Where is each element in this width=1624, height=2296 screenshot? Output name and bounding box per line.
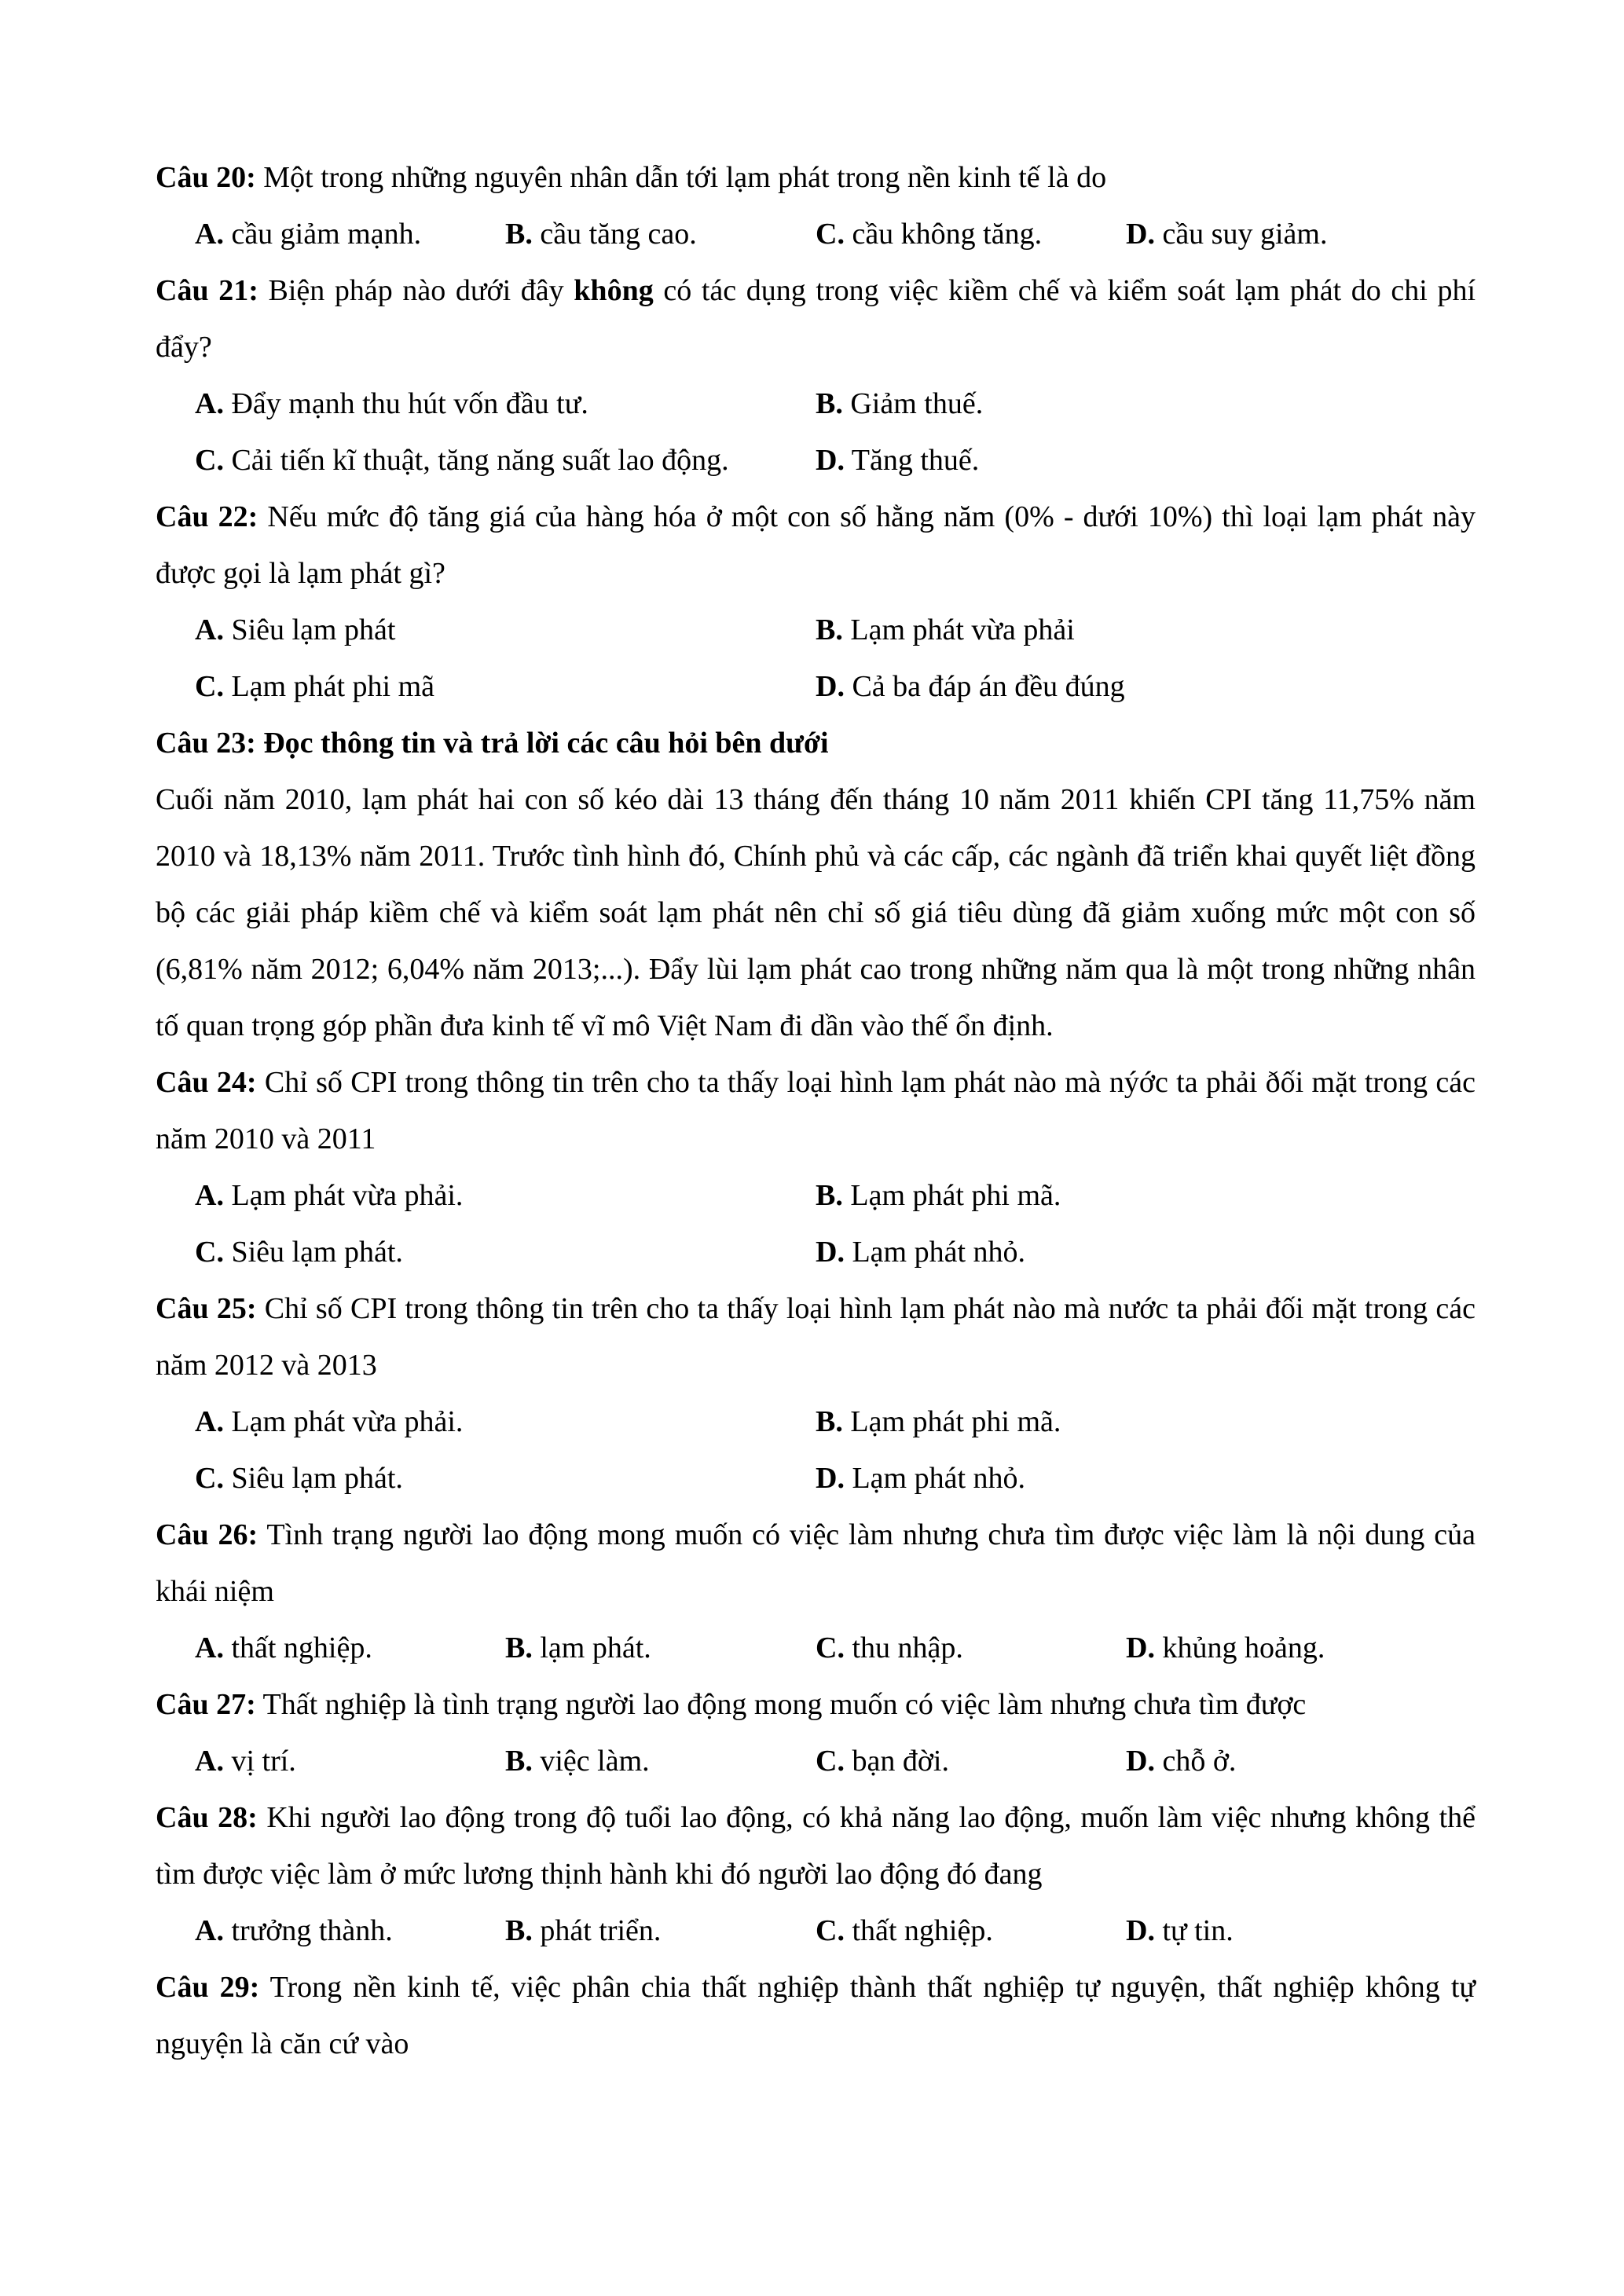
options-25-row1 <box>156 1393 1476 1450</box>
negation-word: không <box>574 274 654 307</box>
question-20 <box>156 149 1476 206</box>
options-20 <box>156 206 1476 262</box>
option-d: D. chỗ ở. <box>1126 1745 1237 1778</box>
question-label: Câu 26: <box>156 1518 258 1551</box>
option-a: A. vị trí. <box>195 1745 296 1778</box>
option-b: B. cầu tăng cao. <box>505 218 697 251</box>
options-26 <box>156 1620 1476 1676</box>
question-26 <box>156 1507 1476 1620</box>
option-b: B. phát triển. <box>505 1914 662 1947</box>
option-d: D. tự tin. <box>1126 1914 1234 1947</box>
option-c: C. Cải tiến kĩ thuật, tăng năng suất lao động. <box>195 444 729 477</box>
document-page <box>156 149 1476 2072</box>
question-text: Tình trạng người lao động mong muốn có việc làm nhưng chưa tìm được việc làm là nội dung của khái niệm <box>156 1518 1476 1608</box>
option-d: D. khủng hoảng. <box>1126 1631 1325 1664</box>
question-27 <box>156 1676 1476 1733</box>
options-24-row1 <box>156 1167 1476 1224</box>
options-25-row2 <box>156 1450 1476 1507</box>
options-22-row2 <box>156 658 1476 715</box>
question-text: Một trong những nguyên nhân dẫn tới lạm phát trong nền kinh tế là do <box>255 161 1107 194</box>
option-c: C. Lạm phát phi mã <box>195 670 434 703</box>
question-label: Câu 27: <box>156 1688 256 1721</box>
option-b: B. việc làm. <box>505 1745 650 1778</box>
question-label: Câu 29: <box>156 1971 260 2004</box>
question-22 <box>156 489 1476 602</box>
option-c: C. thu nhập. <box>816 1631 963 1664</box>
options-21-row1 <box>156 375 1476 432</box>
question-text: Chỉ số CPI trong thông tin trên cho ta thấy loại hình lạm phát nào mà nýớc ta phải ðối mặt trong các năm 2010 và 2011 <box>156 1066 1476 1155</box>
option-a: A. thất nghiệp. <box>195 1631 372 1664</box>
option-a: A. Siêu lạm phát <box>195 613 396 646</box>
question-text: Nếu mức độ tăng giá của hàng hóa ở một con số hằng năm (0% - dưới 10%) thì loại lạm phát này được gọi là lạm phát gì? <box>156 500 1476 590</box>
option-a: A. trưởng thành. <box>195 1914 393 1947</box>
option-b: B. lạm phát. <box>505 1631 651 1664</box>
option-a: A. Lạm phát vừa phải. <box>195 1405 464 1438</box>
options-21-row2 <box>156 432 1476 489</box>
question-text: Chỉ số CPI trong thông tin trên cho ta thấy loại hình lạm phát nào mà nước ta phải đối mặt trong các năm 2012 và 2013 <box>156 1292 1476 1382</box>
question-label: Câu 22: <box>156 500 258 533</box>
option-d: D. cầu suy giảm. <box>1126 218 1328 251</box>
option-a: A. cầu giảm mạnh. <box>195 218 422 251</box>
question-label: Câu 24: <box>156 1066 257 1099</box>
question-label: Câu 28: <box>156 1801 258 1834</box>
option-b: B. Lạm phát phi mã. <box>816 1405 1061 1438</box>
option-a: A. Lạm phát vừa phải. <box>195 1179 464 1212</box>
option-b: B. Giảm thuế. <box>816 387 984 420</box>
option-c: C. bạn đời. <box>816 1745 949 1778</box>
question-label: Câu 25: <box>156 1292 257 1325</box>
option-d: D. Cả ba đáp án đều đúng <box>816 670 1125 703</box>
option-b: B. Lạm phát phi mã. <box>816 1179 1061 1212</box>
option-d: D. Lạm phát nhỏ. <box>816 1462 1026 1495</box>
options-27 <box>156 1733 1476 1789</box>
question-29 <box>156 1959 1476 2072</box>
question-21: Câu 21: Biện pháp nào dưới đây không có tác dụng trong việc kiềm chế và kiểm soát lạm phát do chi phí đẩy? <box>156 274 1476 364</box>
question-24 <box>156 1054 1476 1167</box>
option-c: C. cầu không tăng. <box>816 218 1043 251</box>
question-25 <box>156 1280 1476 1393</box>
option-c: C. Siêu lạm phát. <box>195 1462 403 1495</box>
question-label: Câu 21: <box>156 274 258 307</box>
option-d: D. Tăng thuế. <box>816 444 980 477</box>
options-28 <box>156 1902 1476 1959</box>
reading-passage: Cuối năm 2010, lạm phát hai con số kéo dài 13 tháng đến tháng 10 năm 2011 khiến CPI tăng 11,75% năm 2010 và 18,13% năm 2011. Trước tình hình đó, Chính phủ và các cấp, các ngành đã triển khai quyết liệt đồng bộ các giải pháp kiềm chế và kiểm soát lạm phát nên chỉ số giá tiêu dùng đã giảm xuống mức một con số (6,81% năm 2012; 6,04% năm 2013;...). Đẩy lùi lạm phát cao trong những năm qua là một trong những nhân tố quan trọng góp phần đưa kinh tế vĩ mô Việt Nam đi dần vào thế ổn định. <box>156 783 1476 1042</box>
option-b: B. Lạm phát vừa phải <box>816 613 1075 646</box>
question-label: Câu 20: <box>156 161 256 194</box>
question-23-title: Câu 23: Đọc thông tin và trả lời các câu hỏi bên dưới <box>156 727 829 760</box>
option-c: C. thất nghiệp. <box>816 1914 993 1947</box>
question-text: Khi người lao động trong độ tuổi lao động, có khả năng lao động, muốn làm việc nhưng không thể tìm được việc làm ở mức lương thịnh hành khi đó người lao động đó đang <box>156 1801 1476 1891</box>
option-a: A. Đẩy mạnh thu hút vốn đầu tư. <box>195 387 588 420</box>
question-text: Thất nghiệp là tình trạng người lao động mong muốn có việc làm nhưng chưa tìm được <box>255 1688 1307 1721</box>
question-text: Trong nền kinh tế, việc phân chia thất nghiệp thành thất nghiệp tự nguyện, thất nghiệp không tự nguyện là căn cứ vào <box>156 1971 1476 2060</box>
option-c: C. Siêu lạm phát. <box>195 1236 403 1269</box>
options-22-row1 <box>156 602 1476 658</box>
question-28 <box>156 1789 1476 1902</box>
option-d: D. Lạm phát nhỏ. <box>816 1236 1026 1269</box>
options-24-row2 <box>156 1224 1476 1280</box>
